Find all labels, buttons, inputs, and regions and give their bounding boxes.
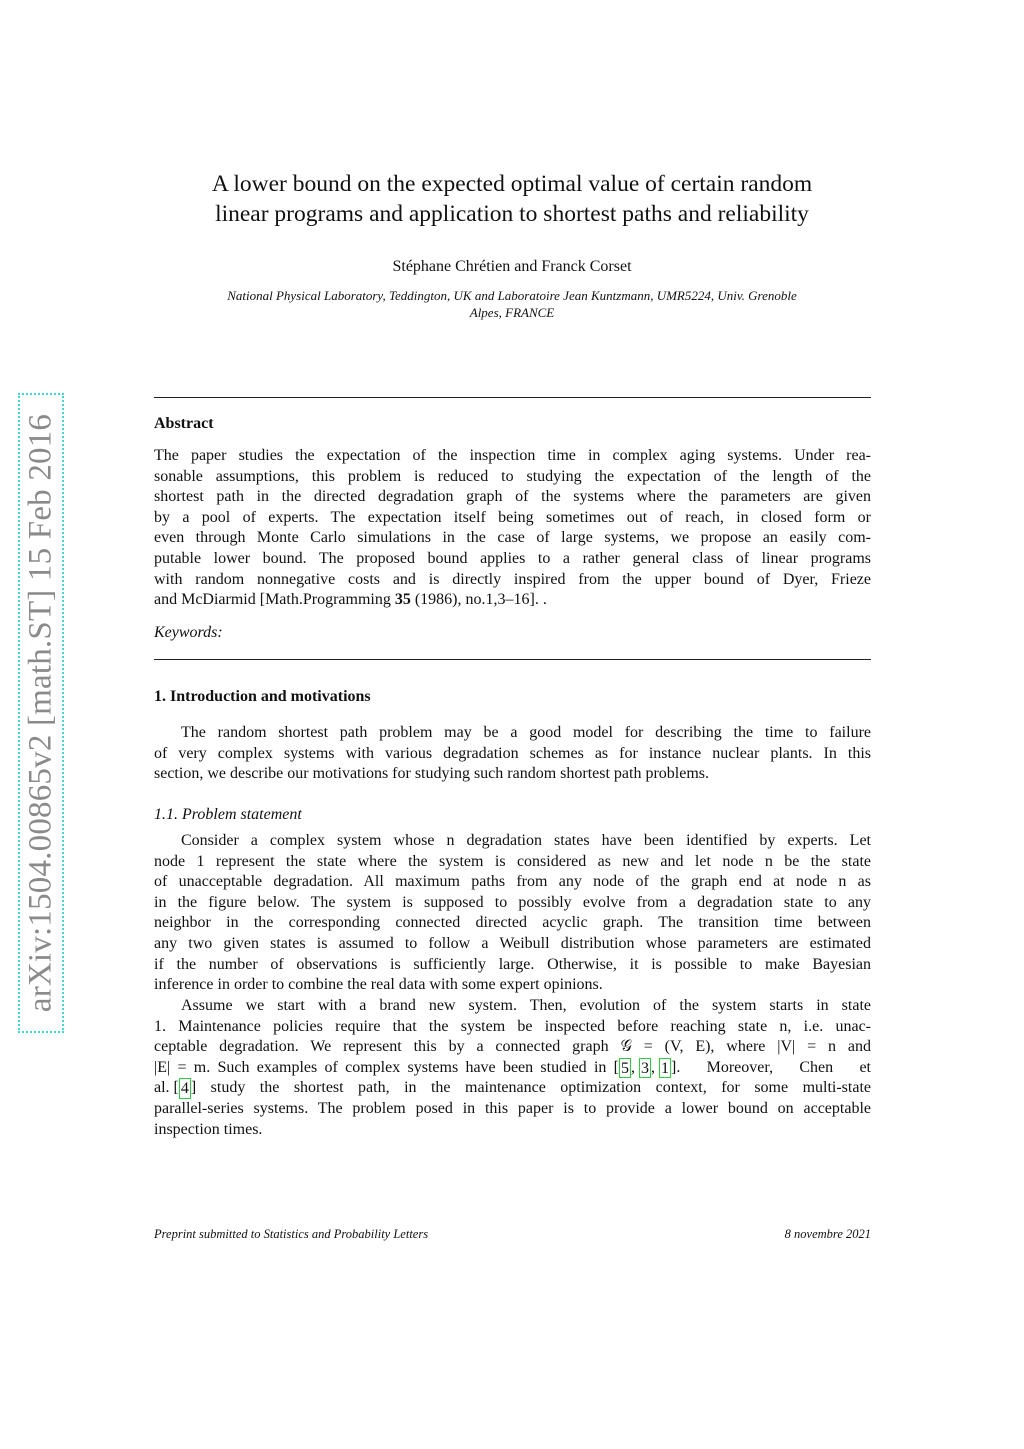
authors: Stéphane Chrétien and Franck Corset — [392, 258, 632, 275]
text-line: if the number of observations is sufficiently large. Otherwise, it is possible to make Bayesian — [154, 955, 871, 973]
text-line: inference in order to combine the real data with some expert opinions. — [154, 976, 603, 994]
abstract-line: The paper studies the expectation of the inspection time in complex aging systems. Under rea- — [154, 447, 871, 464]
problem-paragraph-1 — [154, 831, 871, 996]
text: ]. Moreover, Chen et — [671, 1058, 871, 1076]
abstract-bottom-rule — [154, 659, 871, 660]
paper-title — [100, 169, 924, 229]
volume-number: 35 — [394, 591, 411, 609]
abstract-line: by a pool of experts. The expectation itself being sometimes out of reach, in closed form or — [154, 508, 871, 526]
text: and McDiarmid [Math.Programming — [154, 591, 395, 609]
abstract-line — [154, 590, 871, 611]
citation-link[interactable]: 5 — [621, 1059, 629, 1077]
text-line: The random shortest path problem may be a good model for describing the time to failure — [181, 724, 871, 741]
arxiv-sidebar-stamp — [18, 393, 64, 1033]
citation-link[interactable]: 1 — [661, 1059, 669, 1077]
text-line: inspection times. — [154, 1120, 263, 1138]
text: al. [ — [154, 1079, 179, 1097]
affiliation — [150, 287, 874, 321]
text: , — [651, 1058, 659, 1076]
abstract-line: putable lower bound. The proposed bound applies to a rather general class of linear programs — [154, 549, 871, 567]
text-line — [154, 1078, 871, 1099]
text-line: node 1 represent the state where the system is considered as new and let node n be the state — [154, 852, 871, 870]
text: |E| = m. Such examples of complex systems have been studied in [ — [154, 1058, 619, 1076]
text-line: neighbor in the corresponding connected directed acyclic graph. The transition time between — [154, 914, 871, 932]
abstract-line: even through Monte Carlo simulations in the case of large systems, we propose an easily com- — [154, 529, 871, 547]
title-line: linear programs and application to shortest paths and reliability — [215, 201, 809, 227]
arxiv-identifier[interactable]: arXiv:1504.00865v2 [math.ST] 15 Feb 2016 — [22, 413, 59, 1013]
text-line: of very complex systems with various degradation schemes as for instance nuclear plants. In this — [154, 744, 871, 762]
text-line — [154, 1058, 871, 1079]
date: 8 novembre 2021 — [784, 1227, 871, 1241]
text-line: of unacceptable degradation. All maximum paths from any node of the graph end at node n as — [154, 873, 871, 891]
abstract-body — [154, 446, 871, 611]
text: (1986), no.1,3–16]. . — [410, 591, 547, 609]
text: , — [631, 1058, 639, 1076]
text-line: in the figure below. The system is supposed to possibly evolve from a degradation state to any — [154, 893, 871, 911]
text: ] study the shortest path, in the maintenance optimization context, for some multi-state — [190, 1079, 871, 1097]
text-line: Assume we start with a brand new system. Then, evolution of the system starts in state — [181, 997, 871, 1014]
page-footer — [154, 1227, 871, 1242]
text-line: Consider a complex system whose n degradation states have been identified by experts. Let — [181, 832, 871, 849]
text-line: parallel-series systems. The problem posed in this paper is to provide a lower bound on acceptable — [154, 1099, 871, 1117]
affiliation-line: Alpes, FRANCE — [469, 305, 555, 320]
text-line: 1. Maintenance policies require that the system be inspected before reaching state n, i.e. unac- — [154, 1017, 871, 1035]
abstract-heading: Abstract — [154, 415, 214, 432]
citation-link[interactable]: 4 — [180, 1080, 189, 1098]
abstract-top-rule — [154, 397, 871, 398]
intro-paragraph — [154, 723, 871, 785]
abstract — [154, 415, 871, 433]
section-heading: 1. Introduction and motivations — [154, 688, 371, 705]
section-1 — [154, 688, 871, 706]
problem-paragraph-2 — [154, 996, 871, 1140]
citation-link[interactable]: 3 — [641, 1059, 649, 1077]
subsection-heading: 1.1. Problem statement — [154, 806, 302, 823]
abstract-line: with random nonnegative costs and is directly inspired from the upper bound of Dyer, Frieze — [154, 570, 871, 588]
text-line: section, we describe our motivations for studying such random shortest path problems. — [154, 765, 710, 783]
abstract-line: sonable assumptions, this problem is reduced to studying the expectation of the length of the — [154, 467, 871, 485]
affiliation-line: National Physical Laboratory, Teddington, UK and Laboratoire Jean Kuntzmann, UMR5224, Univ. Grenoble — [227, 288, 797, 303]
keywords-label: Keywords: — [154, 624, 223, 641]
text-line: ceptable degradation. We represent this by a connected graph 𝒢 = (V, E), where |V| = n and — [154, 1038, 871, 1056]
title-line: A lower bound on the expected optimal value of certain random — [211, 171, 813, 197]
abstract-line: shortest path in the directed degradation graph of the systems where the parameters are given — [154, 488, 871, 506]
text-line: any two given states is assumed to follow a Weibull distribution whose parameters are estimated — [154, 934, 871, 952]
journal-note: Preprint submitted to Statistics and Probability Letters — [154, 1227, 429, 1241]
